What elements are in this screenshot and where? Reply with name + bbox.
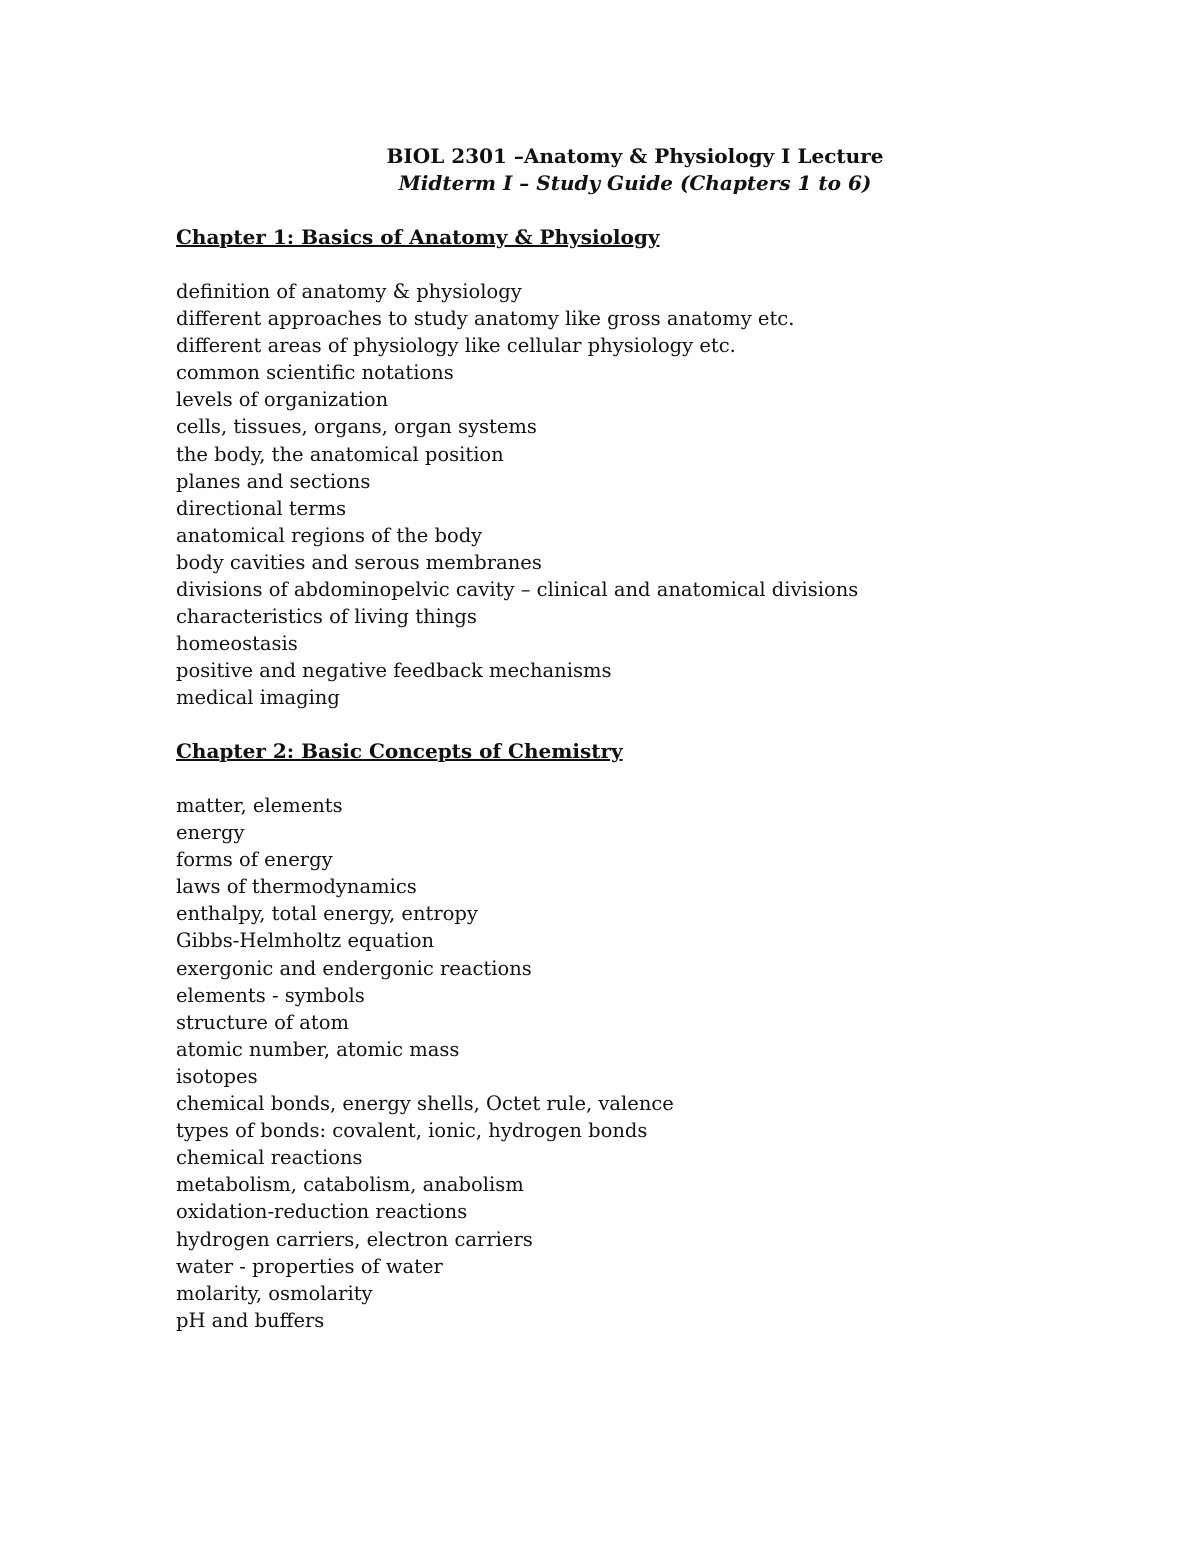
topic-item: characteristics of living things: [176, 605, 477, 629]
topic-item: types of bonds: covalent, ionic, hydrogen bonds: [176, 1119, 648, 1143]
topic-item: divisions of abdominopelvic cavity – clinical and anatomical divisions: [176, 578, 859, 602]
topic-item: levels of organization: [176, 388, 389, 412]
topic-item: metabolism, catabolism, anabolism: [176, 1173, 524, 1197]
topic-item: exergonic and endergonic reactions: [176, 956, 532, 980]
topic-item: atomic number, atomic mass: [176, 1037, 460, 1061]
document-header: [0, 143, 1200, 197]
topic-item: hydrogen carriers, electron carriers: [176, 1227, 533, 1251]
chapter-2-topic-list: [176, 792, 1076, 1334]
chapter-2-section: [176, 738, 1076, 1334]
topic-item: body cavities and serous membranes: [176, 550, 542, 574]
topic-item: isotopes: [176, 1064, 258, 1088]
topic-item: definition of anatomy & physiology: [176, 280, 522, 303]
topic-item: cells, tissues, organs, organ systems: [176, 415, 537, 439]
topic-item: chemical bonds, energy shells, Octet rule, valence: [176, 1092, 674, 1116]
topic-item: energy: [176, 821, 245, 845]
topic-item: the body, the anatomical position: [176, 442, 504, 466]
topic-item: structure of atom: [176, 1010, 349, 1034]
chapter-1-section: [176, 224, 1076, 712]
document-title: BIOL 2301 –Anatomy & Physiology I Lecture: [386, 144, 884, 168]
chapter-2-heading: Chapter 2: Basic Concepts of Chemistry: [176, 739, 623, 763]
topic-item: enthalpy, total energy, entropy: [176, 902, 478, 926]
topic-item: medical imaging: [176, 686, 340, 710]
topic-item: water - properties of water: [176, 1254, 443, 1278]
topic-item: pH and buffers: [176, 1308, 325, 1332]
topic-item: elements - symbols: [176, 983, 365, 1007]
topic-item: common scientific notations: [176, 361, 454, 385]
topic-item: forms of energy: [176, 848, 333, 872]
chapter-1-topic-list: [176, 278, 1076, 712]
topic-item: oxidation-reduction reactions: [176, 1200, 468, 1224]
topic-item: chemical reactions: [176, 1146, 363, 1170]
topic-item: anatomical regions of the body: [176, 523, 483, 547]
chapter-1-heading: Chapter 1: Basics of Anatomy & Physiology: [176, 225, 660, 249]
topic-item: laws of thermodynamics: [176, 875, 417, 899]
topic-item: homeostasis: [176, 632, 298, 656]
topic-item: different approaches to study anatomy like gross anatomy etc.: [176, 307, 795, 331]
topic-item: molarity, osmolarity: [176, 1281, 373, 1305]
topic-item: different areas of physiology like cellular physiology etc.: [176, 334, 736, 358]
topic-item: planes and sections: [176, 469, 371, 493]
topic-item: matter, elements: [176, 794, 343, 817]
topic-item: directional terms: [176, 496, 347, 520]
topic-item: Gibbs-Helmholtz equation: [176, 929, 435, 953]
document-subtitle: Midterm I – Study Guide (Chapters 1 to 6): [398, 171, 872, 195]
topic-item: positive and negative feedback mechanisms: [176, 659, 612, 683]
